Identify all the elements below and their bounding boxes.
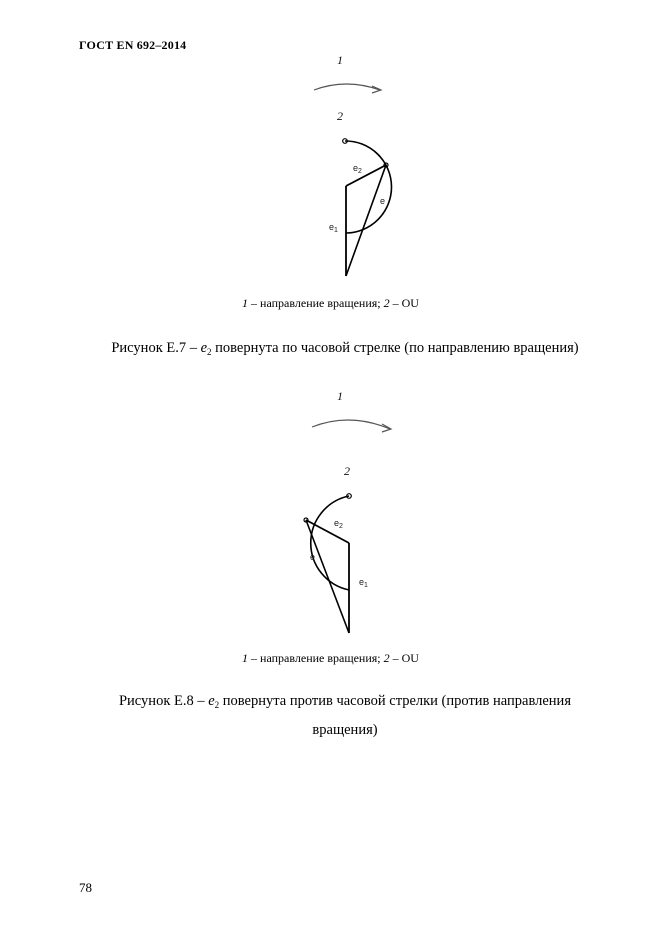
e7-direction-label: 1 xyxy=(337,53,343,67)
e7-arc xyxy=(345,141,392,233)
figure-e8-diagram xyxy=(304,389,391,633)
e8-label-e: e xyxy=(310,552,316,562)
e8-rotation-arrow xyxy=(312,420,390,429)
e7-vector-e xyxy=(346,165,386,276)
e8-ou-label: 2 xyxy=(344,464,350,478)
e7-rotation-arrow xyxy=(314,84,380,90)
e7-label-e1: $e_1$ xyxy=(329,222,338,234)
e7-label-e2: $e_2$ xyxy=(353,163,362,175)
e7-label-e: e xyxy=(380,196,386,206)
e8-legend: 1 – направление вращения; 2 – OU xyxy=(242,651,419,665)
e8-arc xyxy=(311,496,349,590)
e8-label-e1: $e_1$ xyxy=(359,577,368,589)
e7-caption: Рисунок $Е.7 - e_2$ повернута по часовой стрелке (по направлению вращения) xyxy=(111,340,579,357)
e7-ou-label: 2 xyxy=(337,109,343,123)
document-header: ГОСТ EN 692–2014 xyxy=(79,38,187,52)
e8-label-e2: $e_2$ xyxy=(334,518,343,530)
page-number: 78 xyxy=(79,880,92,895)
e8-direction-label: 1 xyxy=(337,389,343,403)
figure-e7-diagram xyxy=(314,53,392,276)
e8-caption-line2: вращения) xyxy=(312,722,378,738)
e8-vector-e xyxy=(306,520,349,633)
e7-legend: 1 – направление вращения; 2 – OU xyxy=(242,296,419,310)
e7-arrowhead-icon xyxy=(372,86,381,93)
e8-caption: Рисунок $Е.8 - e_2$ повернута против часовой стрелки (против направления вращения) xyxy=(0,690,661,741)
